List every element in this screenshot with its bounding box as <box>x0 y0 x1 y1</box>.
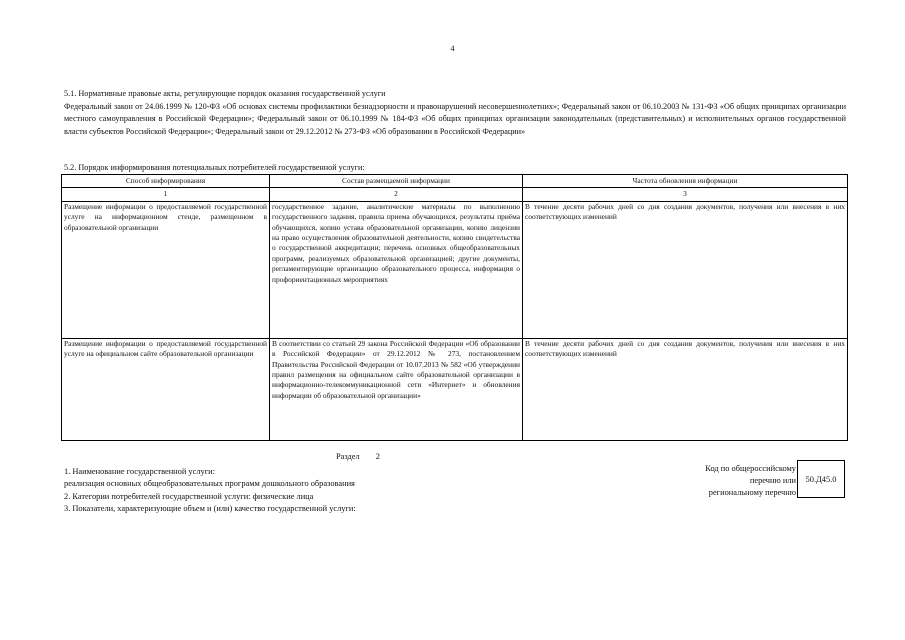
section-5-1-text: Федеральный закон от 24.06.1999 № 120-ФЗ «Об основах системы профилактики безнадзорности и правонарушений несовершеннолетних»; Федеральный закон от 06.10.2003 № 131-ФЗ «Об общих принципах организации местного самоуправления в Российской Федерации»; Федеральный закон от 06.10.1999 № 184-ФЗ «Об общих принципах организации законодательных (представительных) и исполнительных органов государственной власти субъектов Российской Федерации»; Федеральный закон от 29.12.2012 № 273-ФЗ «Об образовании в Российской Федерации» <box>64 101 846 136</box>
cell-frequency: В течение десяти рабочих дней со дня создания документов, получения или внесения в них соответствующих изменений <box>523 338 848 440</box>
column-header-content: Состав размещаемой информации <box>270 175 523 188</box>
table-number-row <box>62 188 848 201</box>
section-label: Раздел <box>336 452 360 461</box>
section-title <box>336 452 380 461</box>
page-number: 4 <box>450 44 455 53</box>
registry-code-value: 50.Д45.0 <box>805 474 837 484</box>
information-table <box>61 174 848 441</box>
section-5-1-heading: 5.1. Нормативные правовые акты, регулирующие порядок оказания государственной услуги <box>64 89 386 98</box>
cell-content: В соответствии со статьей 29 закона Российской Федерации «Об образовании в Российской Федерации» от 29.12.2012 № 273, постановлением Правительства Российской Федерации от 10.07.2013 № 582 «Об утверждении правил размещения на официальном сайте образовательной организации в информационно-телекоммуникационной сети «Интернет» и обновления информации об образовательной организации» <box>270 338 523 440</box>
cell-content: государственное задание, аналитические материалы по выполнению государственного задания, правила приема обучающихся, результаты приёма обучающихся, копию устава образовательной организации, копию лицензии на право осуществления образовательной деятельности, копию свидетельства о государственной аккредитации; перечень основных общеобразовательных программ, реализуемых образовательной организацией; другие документы, регламентирующие организацию образовательного процесса, информация о профориентационных мероприятиях <box>270 201 523 338</box>
cell-method: Размещение информации о предоставляемой государственной услуге на официальном сайте образовательной организации <box>62 338 270 440</box>
registry-code-box <box>797 460 845 498</box>
column-header-frequency: Частота обновления информации <box>523 175 848 188</box>
indicators-label: 3. Показатели, характеризующие объем и (или) качество государственной услуги: <box>64 504 356 514</box>
registry-code-line: региональному перечню <box>708 488 796 497</box>
registry-code-line: перечню или <box>749 476 796 485</box>
section-5-2-heading: 5.2. Порядок информирования потенциальных потребителей государственной услуги: <box>64 163 365 172</box>
consumer-category: 2. Категории потребителей государственной услуги: физические лица <box>64 491 314 501</box>
registry-code-label <box>640 463 796 499</box>
table-row <box>62 201 848 338</box>
column-number: 3 <box>523 188 848 201</box>
column-number: 1 <box>62 188 270 201</box>
table-header-row <box>62 175 848 188</box>
registry-code-line: Код по общероссийскому <box>705 464 796 473</box>
cell-method: Размещение информации о предоставляемой государственной услуге на информационном стенде, размещенном в образовательной организации <box>62 201 270 338</box>
service-name-label: 1. Наименование государственной услуги: <box>64 467 215 476</box>
service-items <box>64 466 356 516</box>
column-header-method: Способ информирования <box>62 175 270 188</box>
section-number: 2 <box>375 452 380 461</box>
table-row <box>62 338 848 440</box>
column-number: 2 <box>270 188 523 201</box>
cell-frequency: В течение десяти рабочих дней со дня создания документов, получения или внесения в них соответствующих изменений <box>523 201 848 338</box>
section-5-1 <box>64 88 846 138</box>
service-name-value: реализация основных общеобразовательных программ дошкольного образования <box>64 479 355 489</box>
